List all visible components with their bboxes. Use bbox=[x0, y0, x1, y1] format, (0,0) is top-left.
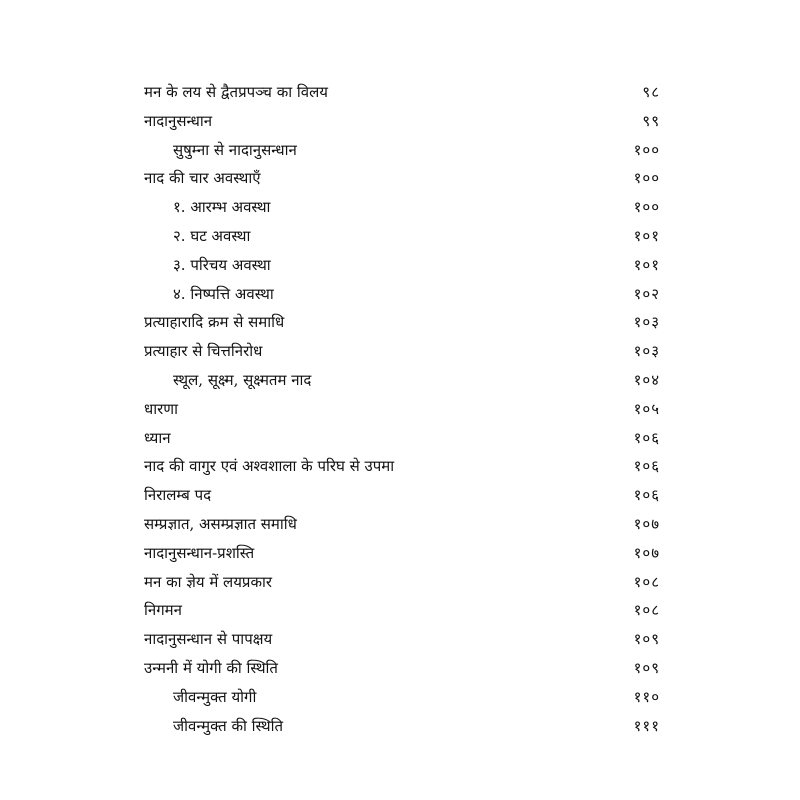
toc-entry-title: नाद की वागुर एवं अश्वशाला के परिघ से उपमा bbox=[144, 457, 395, 476]
toc-entry-page-number: १०९ bbox=[633, 630, 660, 649]
toc-entry-page-number: १०४ bbox=[633, 370, 660, 389]
toc-entry bbox=[0, 625, 800, 654]
toc-entry-title: नाद की चार अवस्थाएँ bbox=[144, 169, 261, 188]
toc-entry bbox=[0, 308, 800, 337]
toc-entry-page-number: १०६ bbox=[633, 428, 660, 447]
toc-entry-page-number: १०० bbox=[633, 198, 660, 217]
toc-entry-title: मन के लय से द्वैतप्रपञ्च का विलय bbox=[144, 83, 328, 101]
toc-entry bbox=[0, 452, 800, 481]
toc-entry-title: सुषुम्ना से नादानुसन्धान bbox=[173, 140, 297, 159]
table-of-contents bbox=[0, 78, 800, 740]
toc-entry bbox=[0, 424, 800, 453]
toc-entry-page-number: ९८ bbox=[642, 83, 660, 101]
toc-entry bbox=[0, 395, 800, 424]
toc-entry-page-number: १०० bbox=[633, 169, 660, 188]
toc-entry-title: प्रत्याहारादि क्रम से समाधि bbox=[144, 313, 285, 332]
toc-entry-title: नादानुसन्धान से पापक्षय bbox=[144, 630, 273, 649]
toc-entry-title: नादानुसन्धान-प्रशस्ति bbox=[144, 543, 255, 562]
toc-entry-page-number: १११ bbox=[633, 716, 660, 735]
toc-entry bbox=[0, 136, 800, 165]
toc-entry-page-number: १०० bbox=[633, 140, 660, 159]
toc-entry bbox=[0, 164, 800, 193]
toc-entry-page-number: ९९ bbox=[642, 111, 660, 130]
toc-entry-page-number: १०३ bbox=[633, 313, 660, 332]
toc-entry-page-number: १०१ bbox=[633, 226, 660, 245]
toc-entry-page-number: १०६ bbox=[633, 486, 660, 505]
toc-entry bbox=[0, 107, 800, 136]
toc-entry bbox=[0, 712, 800, 741]
toc-entry-title: निगमन bbox=[144, 601, 182, 620]
toc-entry bbox=[0, 337, 800, 366]
toc-entry bbox=[0, 596, 800, 625]
toc-entry bbox=[0, 481, 800, 510]
toc-entry bbox=[0, 222, 800, 251]
toc-entry-title: जीवन्मुक्त योगी bbox=[173, 687, 257, 706]
toc-entry-title: धारणा bbox=[144, 399, 178, 418]
toc-entry bbox=[0, 251, 800, 280]
toc-entry bbox=[0, 366, 800, 395]
toc-entry-page-number: १०७ bbox=[633, 543, 660, 562]
toc-entry-title: ध्यान bbox=[144, 428, 171, 447]
toc-entry-title: ३. परिचय अवस्था bbox=[173, 255, 271, 274]
toc-entry-page-number: १०२ bbox=[633, 284, 660, 303]
toc-entry bbox=[0, 683, 800, 712]
toc-entry-page-number: ११० bbox=[633, 687, 660, 706]
toc-entry-page-number: १०३ bbox=[633, 342, 660, 361]
toc-entry-page-number: १०७ bbox=[633, 514, 660, 533]
toc-entry bbox=[0, 654, 800, 683]
toc-entry bbox=[0, 539, 800, 568]
toc-entry-page-number: १०९ bbox=[633, 658, 660, 677]
toc-entry-title: जीवन्मुक्त की स्थिति bbox=[173, 716, 284, 735]
toc-entry-title: २. घट अवस्था bbox=[173, 226, 251, 245]
toc-entry bbox=[0, 78, 800, 107]
toc-entry-title: १. आरम्भ अवस्था bbox=[173, 198, 271, 217]
toc-entry-title: प्रत्याहार से चित्तनिरोध bbox=[144, 342, 263, 361]
toc-entry-title: मन का ज्ञेय में लयप्रकार bbox=[144, 572, 273, 591]
toc-entry-title: उन्मनी में योगी की स्थिति bbox=[144, 658, 278, 677]
toc-entry-title: निरालम्ब पद bbox=[144, 486, 212, 505]
toc-entry bbox=[0, 193, 800, 222]
toc-entry-title: ४. निष्पत्ति अवस्था bbox=[173, 284, 274, 303]
toc-entry-page-number: १०१ bbox=[633, 255, 660, 274]
toc-entry-page-number: १०८ bbox=[633, 601, 660, 620]
toc-entry-page-number: १०६ bbox=[633, 457, 660, 476]
toc-entry bbox=[0, 568, 800, 597]
toc-entry-page-number: १०८ bbox=[633, 572, 660, 591]
toc-entry-page-number: १०५ bbox=[633, 399, 660, 418]
toc-entry bbox=[0, 280, 800, 309]
toc-entry-title: सम्प्रज्ञात, असम्प्रज्ञात समाधि bbox=[144, 514, 297, 533]
toc-entry-title: स्थूल, सूक्ष्म, सूक्ष्मतम नाद bbox=[173, 370, 312, 389]
toc-entry bbox=[0, 510, 800, 539]
toc-entry-title: नादानुसन्धान bbox=[144, 111, 213, 130]
